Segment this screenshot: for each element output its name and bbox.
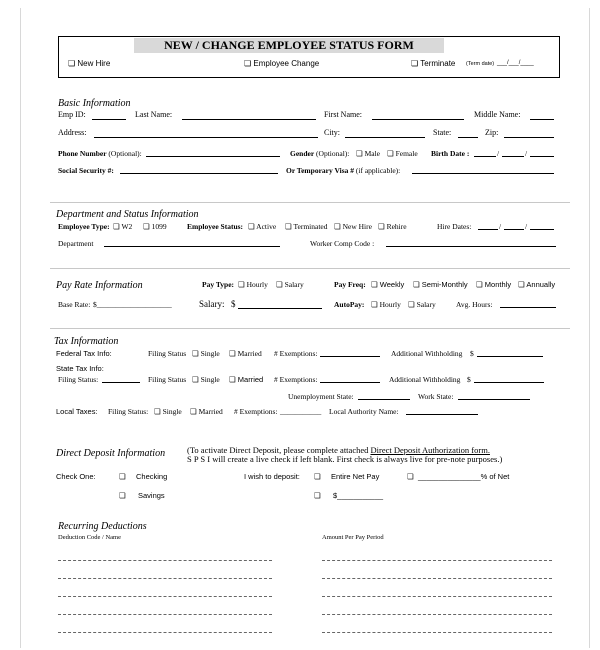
- state-field[interactable]: [458, 137, 478, 138]
- gender-label: Gender (Optional):: [290, 149, 350, 158]
- state-exemptions-label: # Exemptions:: [274, 375, 318, 384]
- autopay-hourly-checkbox[interactable]: ❏ Hourly: [371, 300, 401, 309]
- emp-id-field[interactable]: [92, 119, 126, 120]
- city-label: City:: [324, 128, 341, 137]
- pay-type-salary-checkbox[interactable]: ❏ Salary: [276, 280, 304, 289]
- local-authority-field[interactable]: [406, 414, 478, 415]
- federal-exemptions-field[interactable]: [320, 356, 380, 357]
- deduction-row-4-name[interactable]: [58, 614, 272, 615]
- rehire-checkbox[interactable]: ❏ Rehire: [378, 222, 407, 231]
- salary-label: Salary:: [199, 299, 225, 309]
- male-checkbox[interactable]: ❏ Male: [356, 149, 381, 158]
- section-divider: [50, 202, 570, 203]
- salary-dollar: $: [231, 299, 236, 309]
- semi-monthly-checkbox[interactable]: ❏ Semi-Monthly: [413, 280, 468, 289]
- first-name-label: First Name:: [324, 110, 362, 119]
- wish-to-deposit-label: I wish to deposit:: [244, 472, 300, 481]
- savings-checkbox[interactable]: ❏: [119, 491, 126, 500]
- local-married-checkbox[interactable]: ❏ Married: [190, 407, 223, 416]
- federal-single-checkbox[interactable]: ❏ Single: [192, 349, 220, 358]
- weekly-checkbox[interactable]: ❏ Weekly: [371, 280, 405, 289]
- local-authority-label: Local Authority Name:: [329, 407, 399, 416]
- section-divider: [50, 328, 570, 329]
- birth-month-field[interactable]: [474, 156, 496, 157]
- first-name-field[interactable]: [372, 119, 464, 120]
- state-tax-label: State Tax Info:: [56, 364, 104, 373]
- autopay-salary-checkbox[interactable]: ❏ Salary: [408, 300, 436, 309]
- ssn-label: Social Security #:: [58, 166, 114, 175]
- birth-year-field[interactable]: [530, 156, 554, 157]
- local-exemptions-field[interactable]: ___________: [280, 407, 322, 416]
- address-label: Address:: [58, 128, 87, 137]
- entire-net-pay-checkbox[interactable]: ❏: [314, 472, 321, 481]
- base-rate-field[interactable]: $____________________: [93, 300, 172, 309]
- work-state-label: Work State:: [418, 392, 454, 401]
- workers-comp-field[interactable]: [386, 246, 556, 247]
- new-hire-status-checkbox[interactable]: ❏ New Hire: [334, 222, 372, 231]
- date-slash: /: [499, 222, 502, 231]
- section-divider: [50, 268, 570, 269]
- local-exemptions-label: # Exemptions:: [234, 407, 278, 416]
- new-hire-checkbox[interactable]: ❏ New Hire: [68, 59, 111, 68]
- employee-change-checkbox[interactable]: ❏ Employee Change: [244, 59, 320, 68]
- local-single-checkbox[interactable]: ❏ Single: [154, 407, 182, 416]
- avg-hours-label: Avg. Hours:: [456, 300, 493, 309]
- deduction-row-2-name[interactable]: [58, 578, 272, 579]
- date-slash: /: [525, 222, 528, 231]
- amount-per-period-header: Amount Per Pay Period: [322, 534, 384, 541]
- deduction-row-3-amount[interactable]: [322, 596, 552, 597]
- department-label: Department: [58, 239, 94, 248]
- work-state-field[interactable]: [458, 399, 530, 400]
- entire-net-pay-label: Entire Net Pay: [331, 472, 380, 481]
- middle-name-field[interactable]: [530, 119, 554, 120]
- federal-withholding-dollar: $: [470, 349, 474, 358]
- state-withholding-dollar: $: [467, 375, 471, 384]
- hire-month-field[interactable]: [478, 229, 498, 230]
- percent-of-net-field[interactable]: _______________% of Net: [418, 472, 510, 481]
- phone-number-field[interactable]: [146, 156, 280, 157]
- middle-name-label: Middle Name:: [474, 110, 521, 119]
- hire-dates-label: Hire Dates:: [437, 222, 472, 231]
- terminate-checkbox[interactable]: ❏ Terminate: [411, 59, 456, 68]
- deduction-row-4-amount[interactable]: [322, 614, 552, 615]
- date-slash: /: [497, 149, 500, 158]
- emp-id-label: Emp ID:: [58, 110, 86, 119]
- phone-number-label: Phone Number (Optional):: [58, 149, 142, 158]
- city-field[interactable]: [345, 137, 425, 138]
- pay-type-hourly-checkbox[interactable]: ❏ Hourly: [238, 280, 268, 289]
- dollar-amount-field[interactable]: $___________: [333, 491, 384, 500]
- percent-checkbox[interactable]: ❏: [407, 472, 414, 481]
- federal-filing-status-label: Filing Status: [148, 349, 187, 358]
- check-one-label: Check One:: [56, 472, 96, 481]
- deduction-row-1-amount[interactable]: [322, 560, 552, 561]
- base-rate-label: Base Rate:: [58, 300, 91, 309]
- last-name-label: Last Name:: [135, 110, 173, 119]
- deduction-row-3-name[interactable]: [58, 596, 272, 597]
- state-married-checkbox[interactable]: ❏ Married: [229, 375, 264, 384]
- ssn-field[interactable]: [120, 173, 278, 174]
- department-status-heading: Department and Status Information: [56, 209, 199, 220]
- employee-status-label: Employee Status:: [187, 222, 244, 231]
- state-filing-status-label-2: Filing Status: [148, 375, 187, 384]
- visa-field[interactable]: [412, 173, 554, 174]
- unemployment-state-field[interactable]: [358, 399, 410, 400]
- local-filing-status-label: Filing Status:: [108, 407, 149, 416]
- pay-type-label: Pay Type:: [202, 280, 235, 289]
- checking-label: Checking: [136, 472, 168, 481]
- zip-label: Zip:: [485, 128, 499, 137]
- w2-checkbox[interactable]: ❏ W2: [113, 222, 133, 231]
- deduction-row-5-name[interactable]: [58, 632, 272, 633]
- state-filing-status-field[interactable]: [102, 382, 140, 383]
- tax-information-heading: Tax Information: [54, 336, 119, 347]
- savings-label: Savings: [138, 491, 165, 500]
- birth-day-field[interactable]: [502, 156, 524, 157]
- last-name-field[interactable]: [182, 119, 316, 120]
- state-withholding-label: Additional Withholding: [389, 375, 461, 384]
- term-date-field[interactable]: ___/___/____: [497, 60, 534, 66]
- state-single-checkbox[interactable]: ❏ Single: [192, 375, 220, 384]
- address-field[interactable]: [94, 137, 318, 138]
- direct-deposit-note-line1: (To activate Direct Deposit, please complete attached Direct Deposit Authorization form.: [187, 445, 490, 455]
- dollar-amount-checkbox[interactable]: ❏: [314, 491, 321, 500]
- date-slash: /: [525, 149, 528, 158]
- federal-exemptions-label: # Exemptions:: [274, 349, 318, 358]
- deduction-row-1-name[interactable]: [58, 560, 272, 561]
- monthly-checkbox[interactable]: ❏ Monthly: [476, 280, 512, 289]
- visa-label: Or Temporary Visa # (if applicable):: [286, 166, 401, 175]
- checking-checkbox[interactable]: ❏: [119, 472, 126, 481]
- birth-date-label: Birth Date :: [431, 149, 470, 158]
- terminated-checkbox[interactable]: ❏ Terminated: [285, 222, 328, 231]
- form-title: NEW / CHANGE EMPLOYEE STATUS FORM: [134, 38, 444, 53]
- state-withholding-field[interactable]: [474, 382, 544, 383]
- federal-withholding-label: Additional Withholding: [391, 349, 463, 358]
- hire-day-field[interactable]: [504, 229, 524, 230]
- pay-rate-heading: Pay Rate Information: [56, 280, 143, 291]
- employee-type-label: Employee Type:: [58, 222, 110, 231]
- deduction-row-5-amount[interactable]: [322, 632, 552, 633]
- state-label: State:: [433, 128, 452, 137]
- local-taxes-label: Local Taxes:: [56, 407, 98, 416]
- federal-withholding-field[interactable]: [477, 356, 543, 357]
- salary-field[interactable]: [238, 308, 322, 309]
- zip-field[interactable]: [504, 137, 554, 138]
- unemployment-state-label: Unemployment State:: [288, 392, 354, 401]
- recurring-deductions-heading: Recurring Deductions: [58, 521, 147, 532]
- avg-hours-field[interactable]: [500, 307, 556, 308]
- term-date-label: (Term date): [466, 61, 495, 67]
- pay-freq-label: Pay Freq:: [334, 280, 366, 289]
- federal-tax-label: Federal Tax Info:: [56, 349, 112, 358]
- direct-deposit-heading: Direct Deposit Information: [56, 448, 166, 459]
- department-field[interactable]: [104, 246, 280, 247]
- 1099-checkbox[interactable]: ❏ 1099: [143, 222, 167, 231]
- workers-comp-label: Worker Comp Code :: [310, 239, 375, 248]
- hire-year-field[interactable]: [530, 229, 554, 230]
- annually-checkbox[interactable]: ❏ Annually: [518, 280, 556, 289]
- direct-deposit-note-line2: S P S I will create a live check if left blank. First check is always live for pre-note purposes.): [187, 454, 503, 464]
- basic-information-heading: Basic Information: [58, 98, 131, 109]
- autopay-label: AutoPay:: [334, 300, 365, 309]
- deduction-row-2-amount[interactable]: [322, 578, 552, 579]
- active-checkbox[interactable]: ❏ Active: [248, 222, 277, 231]
- federal-married-checkbox[interactable]: ❏ Married: [229, 349, 262, 358]
- state-exemptions-field[interactable]: [320, 382, 380, 383]
- deduction-code-header: Deduction Code / Name: [58, 534, 121, 541]
- dd-authorization-link[interactable]: Direct Deposit Authorization form.: [370, 445, 490, 455]
- state-filing-status-label: Filing Status:: [58, 375, 99, 384]
- female-checkbox[interactable]: ❏ Female: [387, 149, 418, 158]
